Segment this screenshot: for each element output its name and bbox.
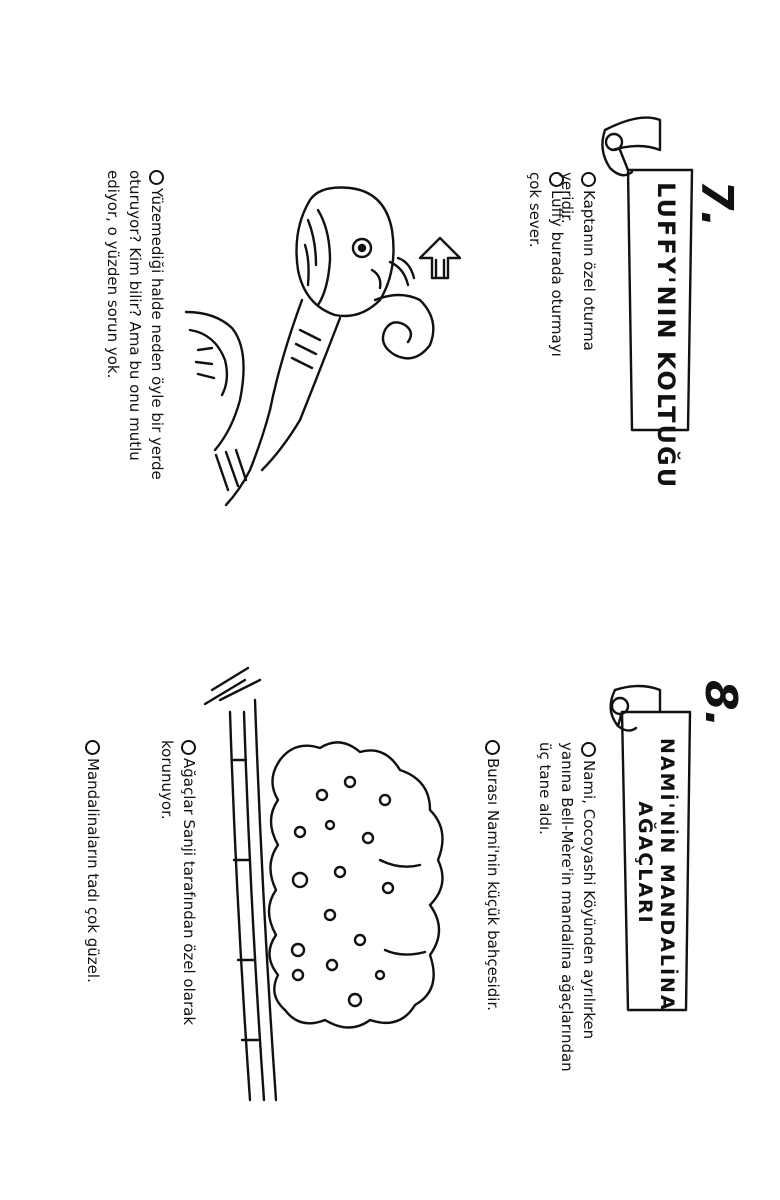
- page-number-top: 7.: [691, 180, 742, 228]
- arrow-up-icon: [420, 238, 460, 278]
- top-note-3: Yüzemediği halde neden öyle bir yerde oturuyor? Kim bilir? Ama bu onu mutlu ediyor, o yüzden sorun yok.: [104, 170, 166, 480]
- bottom-note-3: Ağaçlar Sanji tarafından özel olarak korunuyor.: [158, 740, 198, 1026]
- bottom-banner-title-line1: NAMİ'NİN MANDALİNA: [656, 738, 678, 1012]
- page-number-bottom: 8.: [695, 680, 746, 728]
- bottom-banner-title: [634, 738, 678, 1012]
- figurehead-drawing: [186, 188, 433, 506]
- note-bullet-icon: [85, 740, 100, 755]
- mandarin-trees-drawing: [269, 742, 443, 1027]
- top-banner-title: LUFFY'NIN KOLTUĞU: [652, 182, 680, 490]
- note-bullet-icon: [549, 172, 564, 187]
- note-bullet-icon: [149, 170, 164, 185]
- bottom-note-2: Burası Nami'nin küçük bahçesidir.: [482, 740, 504, 1011]
- top-note-2: Luffy burada oturmayı çok sever.: [526, 172, 566, 357]
- note-bullet-icon: [485, 740, 500, 755]
- garden-fence-drawing: [205, 668, 276, 1100]
- bottom-note-4: Mandalinaların tadı çok güzel.: [82, 740, 104, 983]
- note-bullet-icon: [581, 172, 596, 187]
- bottom-note-1: Nami, Cocoyashi Köyünden ayrılırken yanına Bell-Mère'in mandalina ağaçlarından üç tane aldı.: [536, 742, 598, 1072]
- note-bullet-icon: [581, 742, 596, 757]
- note-bullet-icon: [181, 740, 196, 755]
- top-note-1: Kaptanın özel oturma yeridir.: [558, 172, 598, 351]
- bottom-banner-title-line2: AĞAÇLARI: [634, 801, 656, 925]
